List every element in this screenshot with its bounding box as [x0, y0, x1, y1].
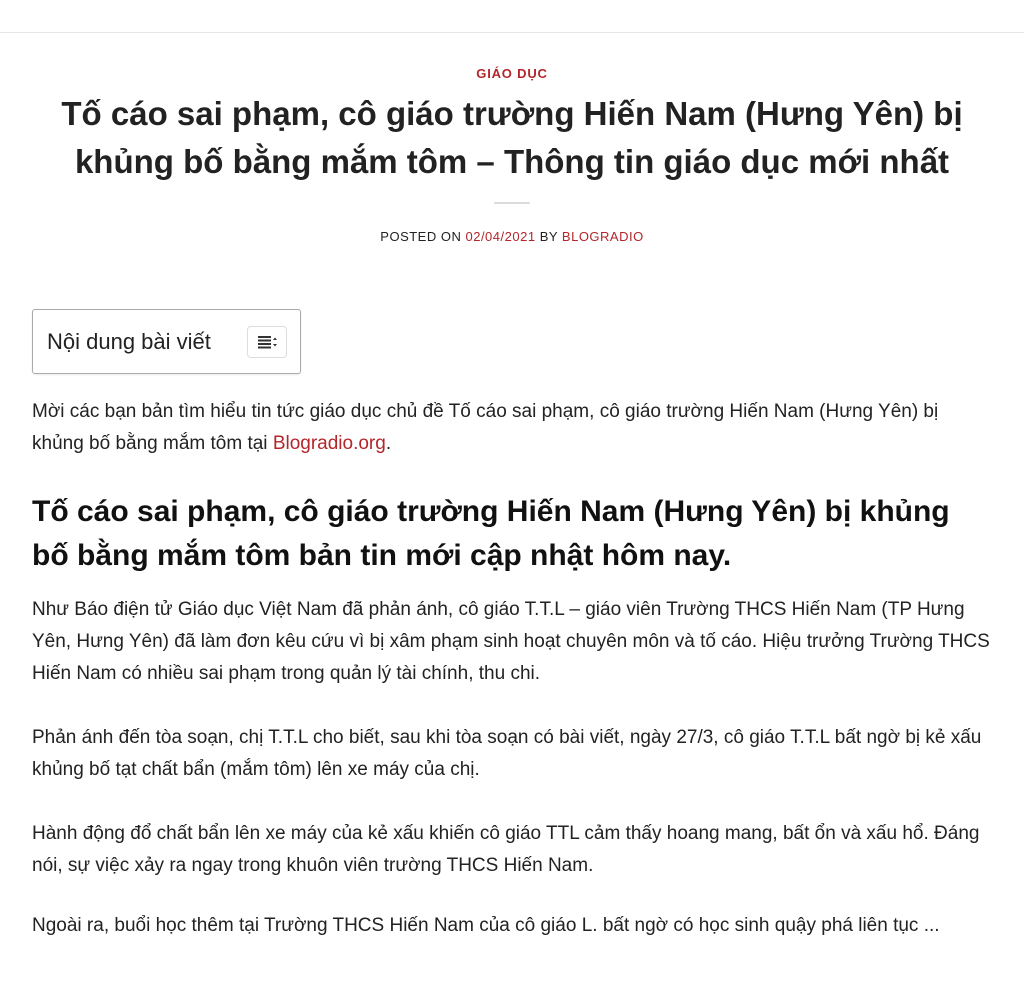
category-link[interactable]: GIÁO DỤC [476, 66, 548, 81]
toc-toggle-button[interactable] [247, 326, 287, 358]
intro-paragraph [32, 396, 992, 460]
author-link[interactable]: BLOGRADIO [561, 229, 644, 244]
by-label: BY [539, 229, 558, 244]
intro-text: Mời các bạn bản tìm hiểu tin tức giáo dục chủ đề Tố cáo sai phạm, cô giáo trường Hiến Nam (Hưng Yên) bị khủng bố bằng mắm tôm tại [32, 401, 939, 454]
title-divider [494, 202, 530, 204]
post-meta [0, 229, 1024, 244]
body-paragraph: Phản ánh đến tòa soạn, chị T.T.L cho biết, sau khi tòa soạn có bài viết, ngày 27/3, cô giáo T.T.L bất ngờ bị kẻ xấu khủng bố tạt chất bẩn (mắm tôm) lên xe máy của chị. [32, 727, 982, 780]
section-heading: Tố cáo sai phạm, cô giáo trường Hiến Nam (Hưng Yên) bị khủng bố bằng mắm tôm bản tin mới cập nhật hôm nay. [32, 495, 950, 572]
body-paragraph: Ngoài ra, buổi học thêm tại Trường THCS Hiến Nam của cô giáo L. bất ngờ có học sinh quậy phá liên tục ... [32, 915, 940, 936]
table-of-contents [32, 309, 301, 374]
post-title: Tố cáo sai phạm, cô giáo trường Hiến Nam (Hưng Yên) bị khủng bố bằng mắm tôm – Thông tin giáo dục mới nhất [61, 95, 963, 180]
toc-title: Nội dung bài viết [47, 328, 211, 354]
blogradio-link[interactable]: Blogradio.org [272, 433, 386, 454]
body-paragraph: Như Báo điện tử Giáo dục Việt Nam đã phản ánh, cô giáo T.T.L – giáo viên Trường THCS Hiến Nam (TP Hưng Yên, Hưng Yên) đã làm đơn kêu cứu vì bị xâm phạm sinh hoạt chuyên môn và tố cáo. Hiệu trưởng Trường THCS Hiến Nam có nhiều sai phạm trong quản lý tài chính, thu chi. [32, 599, 990, 684]
posted-on-label: POSTED ON [380, 229, 462, 244]
header-divider [0, 32, 1024, 33]
post-date-link[interactable]: 02/04/2021 [465, 229, 536, 244]
body-paragraph: Hành động đổ chất bẩn lên xe máy của kẻ xấu khiến cô giáo TTL cảm thấy hoang mang, bất ổn và xấu hổ. Đáng nói, sự việc xảy ra ngay trong khuôn viên trường THCS Hiến Nam. [32, 823, 980, 876]
list-toggle-icon [256, 335, 278, 349]
intro-suffix: . [385, 433, 392, 454]
